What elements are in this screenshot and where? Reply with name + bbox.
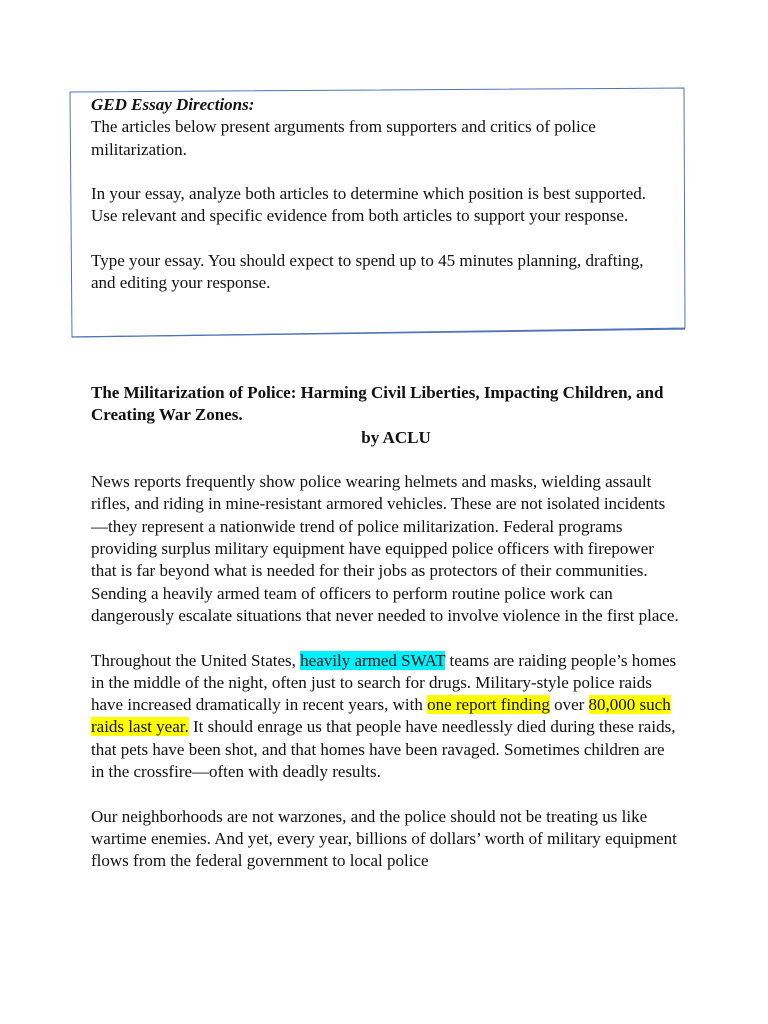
paragraph-spacer [91,783,681,805]
directions-paragraph-2: In your essay, analyze both articles to determine which position is best supported. Use relevant and specific evidence from both articles to support your response. [91,184,647,226]
article-paragraph-3: Our neighborhoods are not warzones, and the police should not be treating us like wartime enemies. And yet, every year, billions of dollars’ worth of military equipment flows from the federal government to local police [91,806,677,871]
paragraph-spacer [91,627,681,649]
highlight-yellow: 80,000 such raids last year. [91,695,671,737]
directions-paragraph-3: Type your essay. You should expect to spend up to 45 minutes planning, drafting, and editing your response. [91,251,644,293]
paragraph-spacer [91,161,661,183]
text-run: It should enrage us that people have needlessly died during these raids, that pets have been shot, and that homes have been ravaged. Sometimes children are in the crossfire—often with deadly results. [91,717,676,782]
paragraph-spacer [91,449,681,471]
essay-directions [91,94,661,295]
article-paragraph-2 [91,650,681,784]
directions-title: GED Essay Directions: [91,95,255,114]
highlight-cyan: heavily armed SWAT [300,650,446,670]
text-run: teams are raiding people’s homes in the middle of the night, often just to search for drugs. Military-style police raids have increased dramatically in recent years, with [91,650,677,715]
article-title: The Militarization of Police: Harming Civil Liberties, Impacting Children, and Creating War Zones. [91,383,664,425]
article-paragraph-1: News reports frequently show police wearing helmets and masks, wielding assault rifles, and riding in mine-resistant armored vehicles. These are not isolated incidents—they represent a nationwide trend of police militarization. Federal programs providing surplus military equipment have equipped police officers with firepower that is far beyond what is needed for their jobs as protectors of their communities. Sending a heavily armed team of officers to perform routine police work can dangerously escalate situations that never needed to involve violence in the first place. [91,472,679,625]
article-byline: by ACLU [361,427,431,447]
highlight-yellow: one report finding [427,695,550,715]
text-run: over [549,695,589,715]
article-aclu [91,382,681,873]
paragraph-spacer [91,228,661,250]
directions-paragraph-1: The articles below present arguments from supporters and critics of police militarization. [91,117,596,159]
text-run: Throughout the United States, [91,650,301,670]
